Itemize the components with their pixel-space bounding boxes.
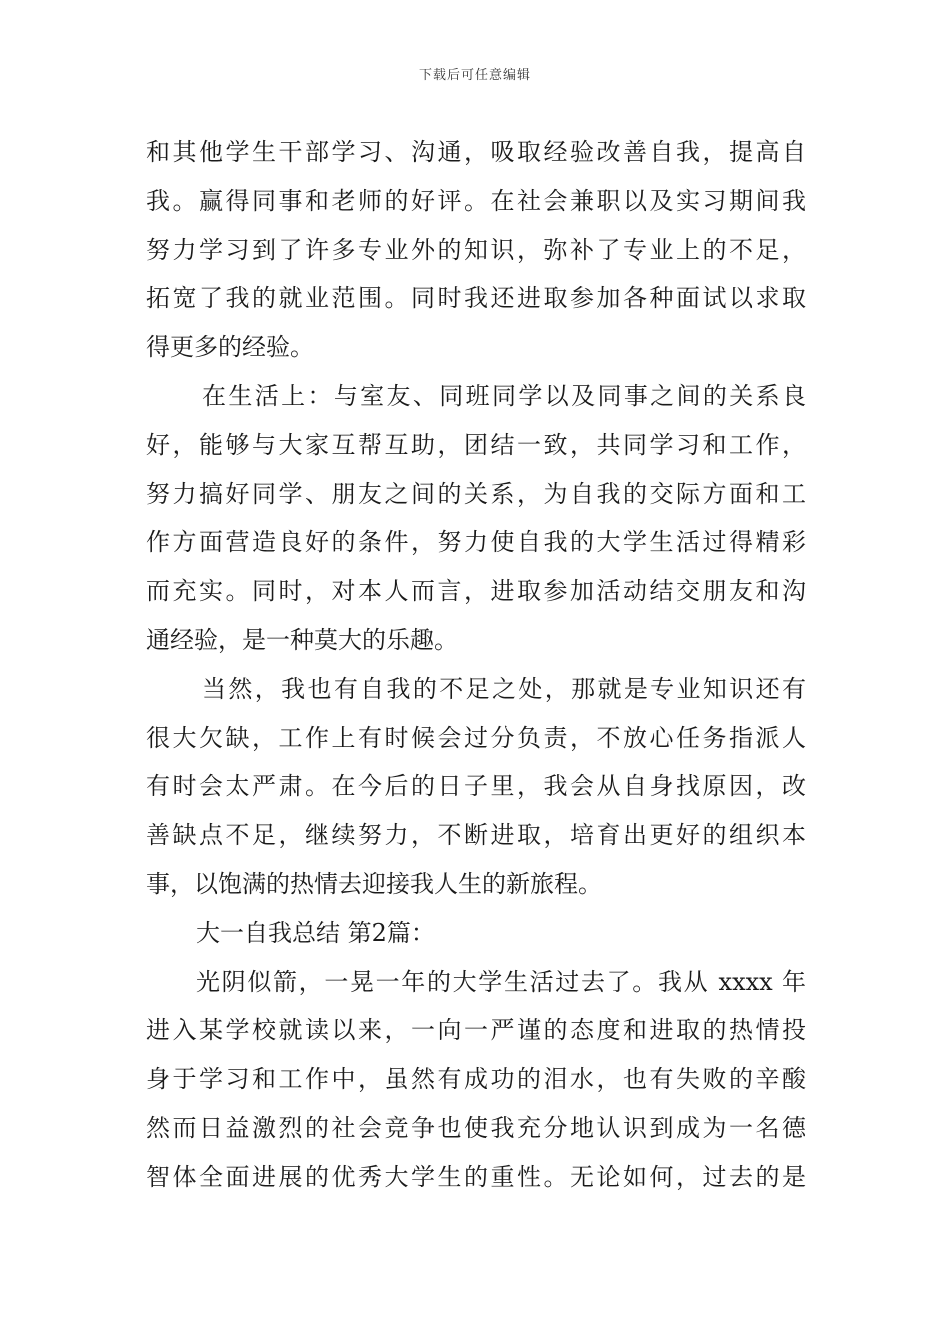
text-line: 有时会太严肃。在今后的日子里，我会从自身找原因，改 <box>146 772 806 801</box>
text-line: 善缺点不足，继续努力，不断进取，培育出更好的组织本 <box>146 821 806 850</box>
document-body <box>146 128 806 1202</box>
text-line: 很大欠缺，工作上有时候会过分负责，不放心任务指派人 <box>146 723 806 752</box>
text-line: 努力搞好同学、朋友之间的关系，为自我的交际方面和工 <box>146 479 806 508</box>
text-line: 而充实。同时，对本人而言，进取参加活动结交朋友和沟 <box>146 577 806 606</box>
text-line: 智体全面进展的优秀大学生的重性。无论如何，过去的是 <box>146 1162 806 1191</box>
text-line: 然而日益激烈的社会竞争也使我充分地认识到成为一名德 <box>146 1113 806 1142</box>
text-line: 作方面营造良好的条件，努力使自我的大学生活过得精彩 <box>146 528 806 557</box>
section-heading: 大一自我总结 第2篇： <box>196 918 435 947</box>
text-line: 我。赢得同事和老师的好评。在社会兼职以及实习期间我 <box>146 186 806 215</box>
text-line: 好，能够与大家互帮互助，团结一致，共同学习和工作， <box>146 430 806 459</box>
text-line: 拓宽了我的就业范围。同时我还进取参加各种面试以求取 <box>146 284 806 313</box>
text-line: 和其他学生干部学习、沟通，吸取经验改善自我，提高自 <box>146 138 806 166</box>
page-header: 下载后可任意编辑 <box>418 68 531 83</box>
text-line: 通经验，是一种莫大的乐趣。 <box>146 625 458 654</box>
text-line: 进入某学校就读以来，一向一严谨的态度和进取的热情投 <box>146 1016 806 1045</box>
text-line: 努力学习到了许多专业外的知识，弥补了专业上的不足， <box>146 235 806 264</box>
text-line: 得更多的经验。 <box>146 333 314 362</box>
text-line: 光阴似箭，一晃一年的大学生活过去了。我从 xxxx 年 <box>196 967 806 996</box>
text-line: 事，以饱满的热情去迎接我人生的新旅程。 <box>146 869 602 898</box>
text-line: 身于学习和工作中，虽然有成功的泪水，也有失败的辛酸 <box>146 1065 806 1094</box>
text-line: 当然，我也有自我的不足之处，那就是专业知识还有 <box>202 674 806 703</box>
text-line: 在生活上：与室友、同班同学以及同事之间的关系良 <box>202 381 806 410</box>
